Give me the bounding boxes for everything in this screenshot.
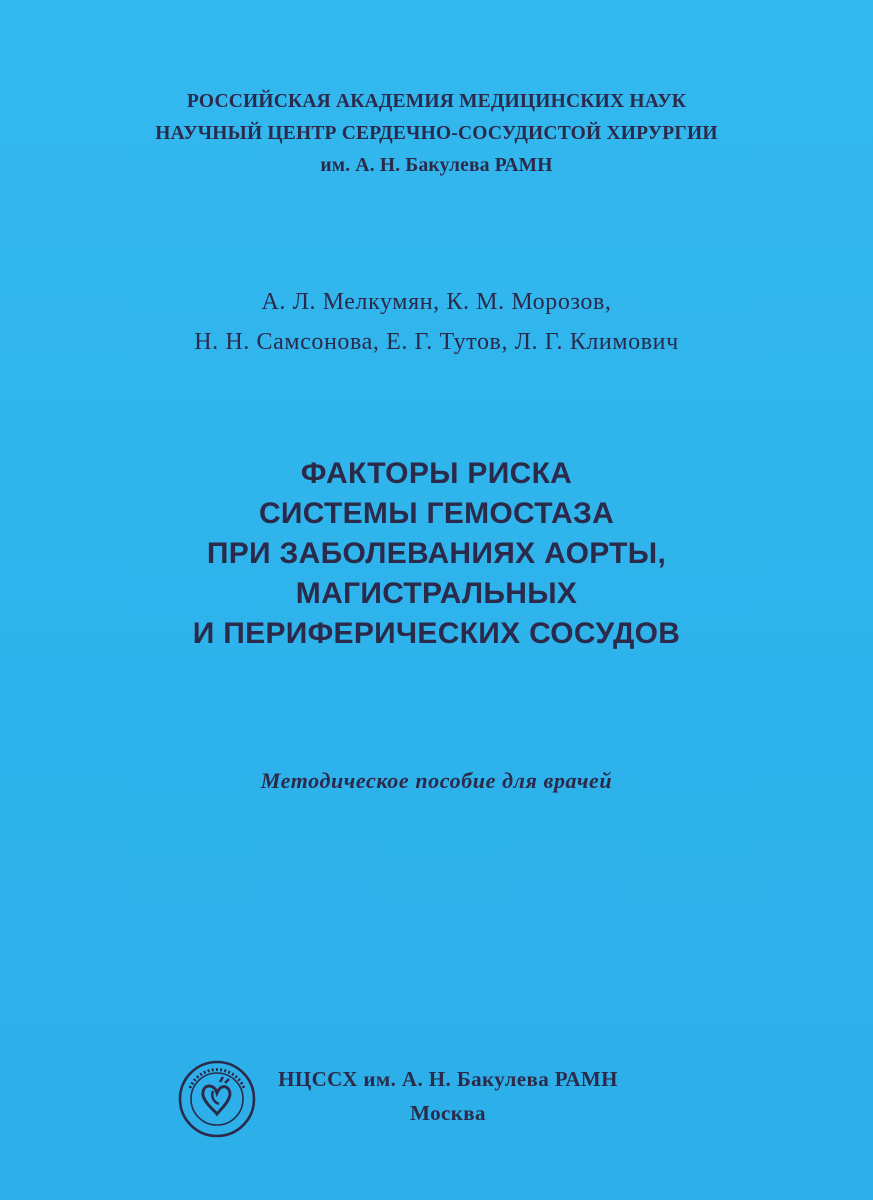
publisher-text xyxy=(258,1062,638,1130)
institution-line-academy: РОССИЙСКАЯ АКАДЕМИЯ МЕДИЦИНСКИХ НАУК xyxy=(186,91,687,112)
institution-line-named: им. А. Н. Бакулева РАМН xyxy=(320,155,553,176)
title-line-1: ФАКТОРЫ РИСКА xyxy=(300,457,573,490)
title-line-4: МАГИСТРАЛЬНЫХ xyxy=(295,577,578,610)
title-line-5: И ПЕРИФЕРИЧЕСКИХ СОСУДОВ xyxy=(192,617,681,650)
institution-header xyxy=(0,86,873,182)
publisher-city: Москва xyxy=(410,1101,486,1125)
institution-line-center: НАУЧНЫЙ ЦЕНТР СЕРДЕЧНО-СОСУДИСТОЙ ХИРУРГИИ xyxy=(155,123,718,144)
title-line-3: ПРИ ЗАБОЛЕВАНИЯХ АОРТЫ, xyxy=(206,537,667,570)
authors-line-2: Н. Н. Самсонова, Е. Г. Тутов, Л. Г. Климович xyxy=(194,329,679,355)
authors-line-1: А. Л. Мелкумян, К. М. Морозов, xyxy=(261,289,612,315)
publisher-name: НЦССХ им. А. Н. Бакулева РАМН xyxy=(278,1067,618,1091)
heart-center-emblem-icon xyxy=(176,1058,258,1140)
book-subtitle: Методическое пособие для врачей xyxy=(260,768,613,793)
title-line-2: СИСТЕМЫ ГЕМОСТАЗА xyxy=(258,497,615,530)
authors xyxy=(0,282,873,362)
book-title xyxy=(0,454,873,654)
